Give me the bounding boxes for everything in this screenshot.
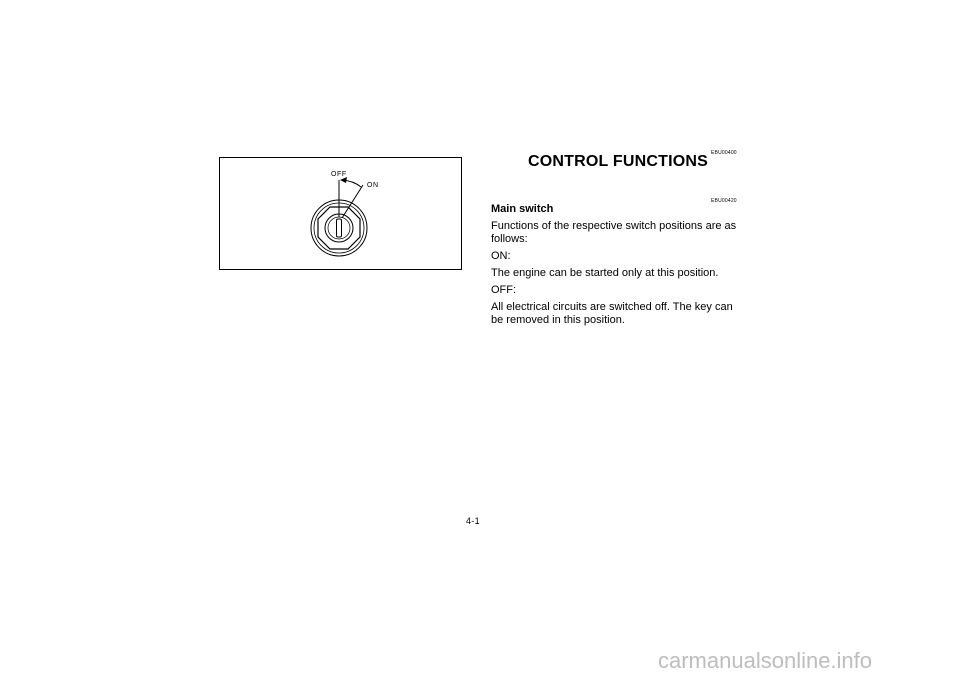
label-on: ON (367, 182, 379, 189)
main-switch-figure (219, 157, 462, 270)
page-number: 4-1 (466, 516, 480, 526)
main-switch-section (491, 203, 741, 331)
subsection-code: EBU00420 (711, 198, 737, 204)
watermark: carmanualsonline.info (658, 648, 873, 673)
intro-paragraph: Functions of the respective switch positions are as follows: (491, 220, 737, 245)
section-code: EBU00400 (711, 150, 737, 156)
on-description: The engine can be started only at this position. (491, 267, 719, 279)
ignition-switch-illustration (220, 158, 463, 271)
key-cylinder-inner (328, 217, 350, 239)
subsection-heading: Main switch (491, 203, 554, 215)
on-label: ON: (491, 250, 511, 262)
label-off: OFF (331, 171, 347, 178)
on-indicator-line (342, 185, 363, 218)
page-title: CONTROL FUNCTIONS (528, 153, 708, 170)
off-description: All electrical circuits are switched off. The key can be removed in this position. (491, 301, 733, 326)
key-slot (337, 219, 342, 237)
key-cylinder (325, 214, 353, 242)
off-label: OFF: (491, 284, 517, 296)
